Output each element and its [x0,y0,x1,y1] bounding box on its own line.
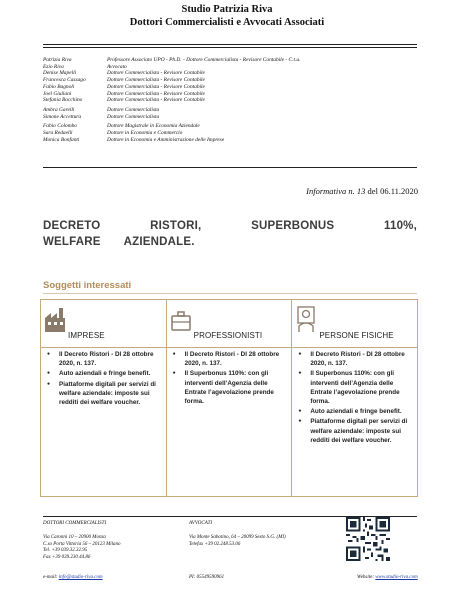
email-label: e-mail: [43,575,58,580]
staff-name: Denise Mapelli [43,70,77,77]
footer-left-heading: DOTTORI COMMERCIALISTI [43,521,107,526]
list-item: ● Il Superbonus 110%: con gli interventi dell’Agenzia delle Entrate l’agevolazione prende forma. [185,369,286,406]
column-label: PROFESSIONISTI [193,331,263,340]
column-label: IMPRESE [68,331,105,340]
briefcase-icon [169,304,193,334]
staff-role: Dottore in Economia e Amministrazione delle Imprese [107,136,225,143]
staff-role: Dottore Commercialista - Revisore Contabile [107,70,205,77]
section-rule [43,293,417,294]
informativa-line [306,186,418,196]
studio-name: Studio Patrizia Riva [181,4,273,15]
column-professionisti [167,300,293,496]
website-label: Website: [357,575,375,580]
staff-row [43,64,423,71]
staff-row [43,130,423,137]
list-item: ● Auto aziendali e fringe benefit. [310,407,411,416]
list-item: ● Il Decreto Ristori - DI 28 ottobre 2020, n. 137. [310,350,411,368]
footer-email [43,575,103,582]
footer-website [357,575,418,582]
footer-right-heading: AVVOCATI [189,521,213,526]
staff-row [43,114,423,121]
staff-name: Patrizia Riva [43,57,72,63]
address-line: Via Caronni 10 – 20900 Monza [43,535,106,540]
staff-role: Avvocato [107,63,127,70]
staff-row [43,123,423,130]
qr-code [346,517,390,561]
staff-list [43,57,423,143]
staff-role: Dottore Commercialista - Revisore Contabile [107,97,205,104]
website-link[interactable]: www.studio-riva.com [375,575,418,580]
staff-name: Joel Giuliani [43,90,72,97]
list-item: ● Il Decreto Ristori - DI 28 ottobre 2020, n. 137. [185,350,286,368]
column-body [292,350,417,446]
list-item: ● Piattaforme digitali per servizi di welfare aziendale: imposte sui redditi dei welfare voucher. [310,417,411,445]
list-item: ● Piattaforme digitali per servizi di welfare aziendale: imposte sui redditi dei welfare voucher. [59,380,160,408]
footer-left-address [43,535,121,562]
person-icon [294,304,318,334]
studio-subtitle: Dottori Commercialisti e Avvocati Associati [129,17,325,28]
staff-row [43,91,423,98]
staff-name: Fabio Colombo [43,123,77,130]
staff-row [43,97,423,104]
staff-role: Dottore Commercialista [107,113,160,120]
column-imprese [41,300,167,496]
column-label: PERSONE FISICHE [319,331,394,340]
list-item: ● Il Superbonus 110%: con gli interventi dell’Agenzia delle Entrate l’agevolazione prende forma. [310,369,411,406]
list-item: ● Il Decreto Ristori - DI 28 ottobre 2020, n. 137. [59,350,160,368]
informativa-del: del [367,186,378,196]
staff-role: Dottore in Economia e Commercio [107,130,183,137]
informativa-date: 06.11.2020 [380,186,418,196]
staff-row [43,84,423,91]
address-line: Via Monte Sabotino, 64 – 20099 Sesto S.G. (MI) [189,535,286,540]
staff-role: Dottore Commercialista [107,106,160,113]
column-persone-fisiche [292,300,417,496]
staff-name: Monica Bonfanti [43,136,80,143]
staff-role: Dottore Commercialista - Revisore Contabile [107,77,205,84]
staff-row [43,77,423,84]
staff-row [43,57,423,64]
staff-name: Sara Redaelli [43,130,73,137]
column-header [167,300,292,348]
factory-icon [43,304,67,334]
phone-line: Tel. +39 039.32.32.95 [43,548,88,554]
header-rule-top [43,44,417,45]
fax-line: Fax +39 039.230.44.86 [43,555,91,561]
column-header [41,300,166,348]
section-heading: Soggetti interessati [43,280,132,291]
subjects-table [40,299,418,497]
column-body [167,350,292,407]
informativa-number: Informativa n. 13 [306,186,366,196]
footer-right-address [189,535,286,548]
staff-name: Ambra Garelli [43,106,75,113]
header-rule-bottom [43,47,417,48]
staff-name: Simone Accettura [43,113,82,120]
staff-role: Professore Associato UPO - Ph.D. - Dottore Commercialista - Revisore Contabile - C.t.u. [107,57,301,63]
footer-vat: PI: 05549590961 [189,575,225,580]
address-line: C.so Porta Vittoria 56 – 20123 Milano [43,541,121,547]
staff-row [43,70,423,77]
column-header [292,300,417,348]
staff-rule [43,167,417,168]
document-title: DECRETO RISTORI, SUPERBONUS 110%, WELFARE AZIENDALE. [43,220,417,248]
staff-name: Francesca Cassago [43,77,86,84]
email-link[interactable]: info@studio-riva.com [58,575,103,580]
staff-name: Fabio Bagnoli [43,83,75,90]
staff-row [43,137,423,144]
column-body [41,350,166,408]
staff-row [43,107,423,114]
staff-role: Dottore Magistrale in Economia Aziendale [107,123,200,130]
staff-name: Ezio Riva [43,63,64,70]
staff-role: Dottore Commercialista - Revisore Contabile [107,83,205,90]
staff-name: Stefania Bocchino [43,97,83,104]
list-item: ● Auto aziendali e fringe benefit. [59,369,160,378]
telefax-line: Telefax +39 02.248.53.06 [189,541,241,547]
staff-role: Dottore Commercialista - Revisore Contabile [107,90,205,97]
